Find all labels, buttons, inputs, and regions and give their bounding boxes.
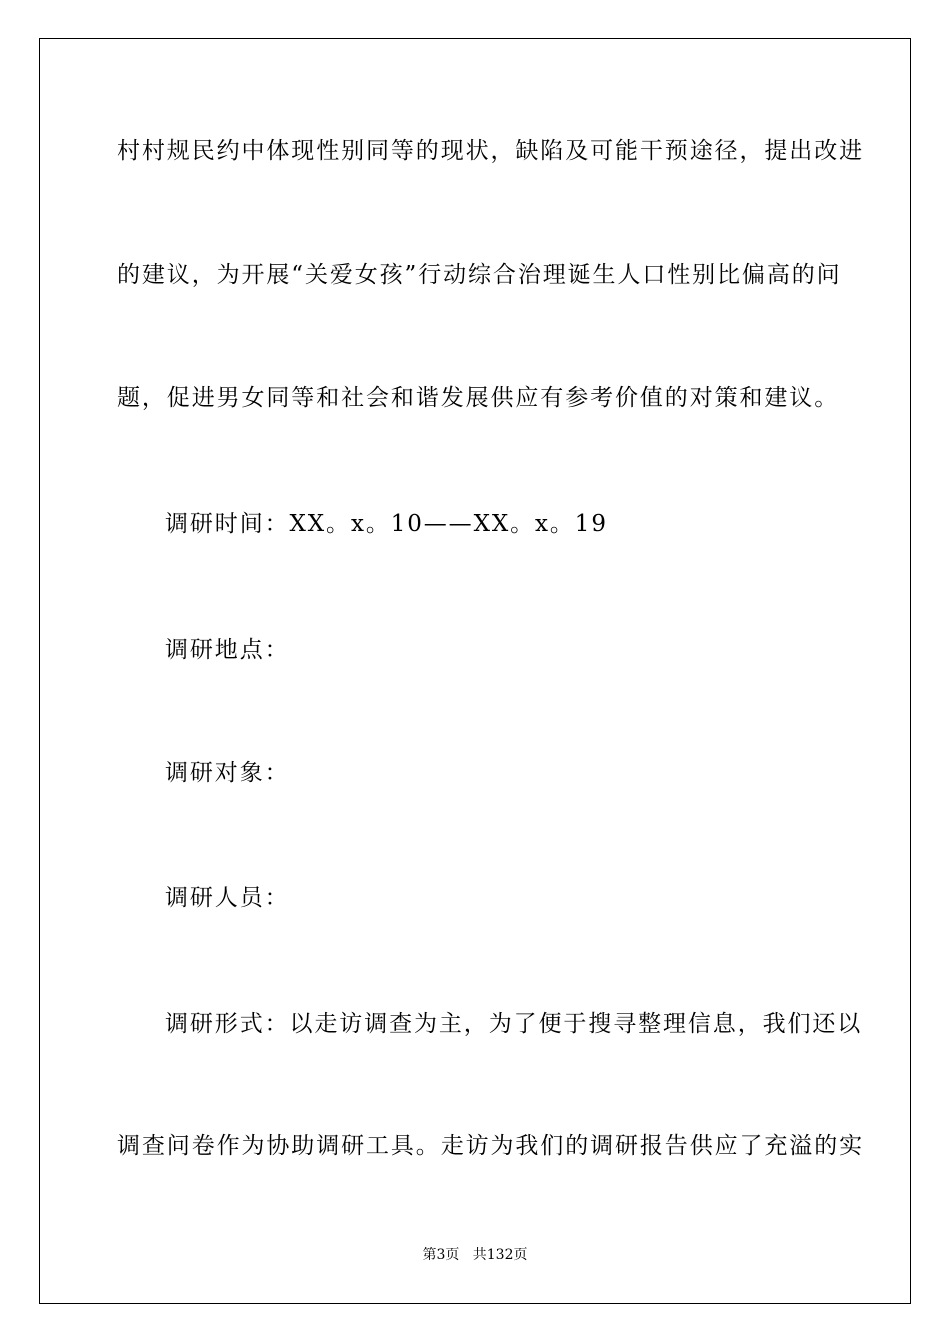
body-text-line: 的建议，为开展“关爱女孩”行动综合治理诞生人口性别比偏高的问 — [117, 262, 842, 288]
page-frame — [39, 38, 911, 1304]
survey-staff-line: 调研人员： — [165, 885, 290, 911]
page-number-footer: 第3页 共132页 — [422, 1247, 528, 1263]
body-text-line: 调查问卷作为协助调研工具。走访为我们的调研报告供应了充溢的实 — [117, 1133, 864, 1159]
survey-subject-line: 调研对象： — [165, 760, 290, 786]
body-text-line: 村村规民约中体现性别同等的现状，缺陷及可能干预途径，提出改进 — [117, 138, 864, 164]
survey-form-line: 调研形式：以走访调查为主，为了便于搜寻整理信息，我们还以 — [165, 1011, 863, 1037]
body-text-line: 题，促进男女同等和社会和谐发展供应有参考价值的对策和建议。 — [117, 385, 840, 411]
survey-time-line: 调研时间：XX。x。10——XX。x。19 — [165, 511, 608, 537]
survey-location-line: 调研地点： — [165, 637, 290, 663]
